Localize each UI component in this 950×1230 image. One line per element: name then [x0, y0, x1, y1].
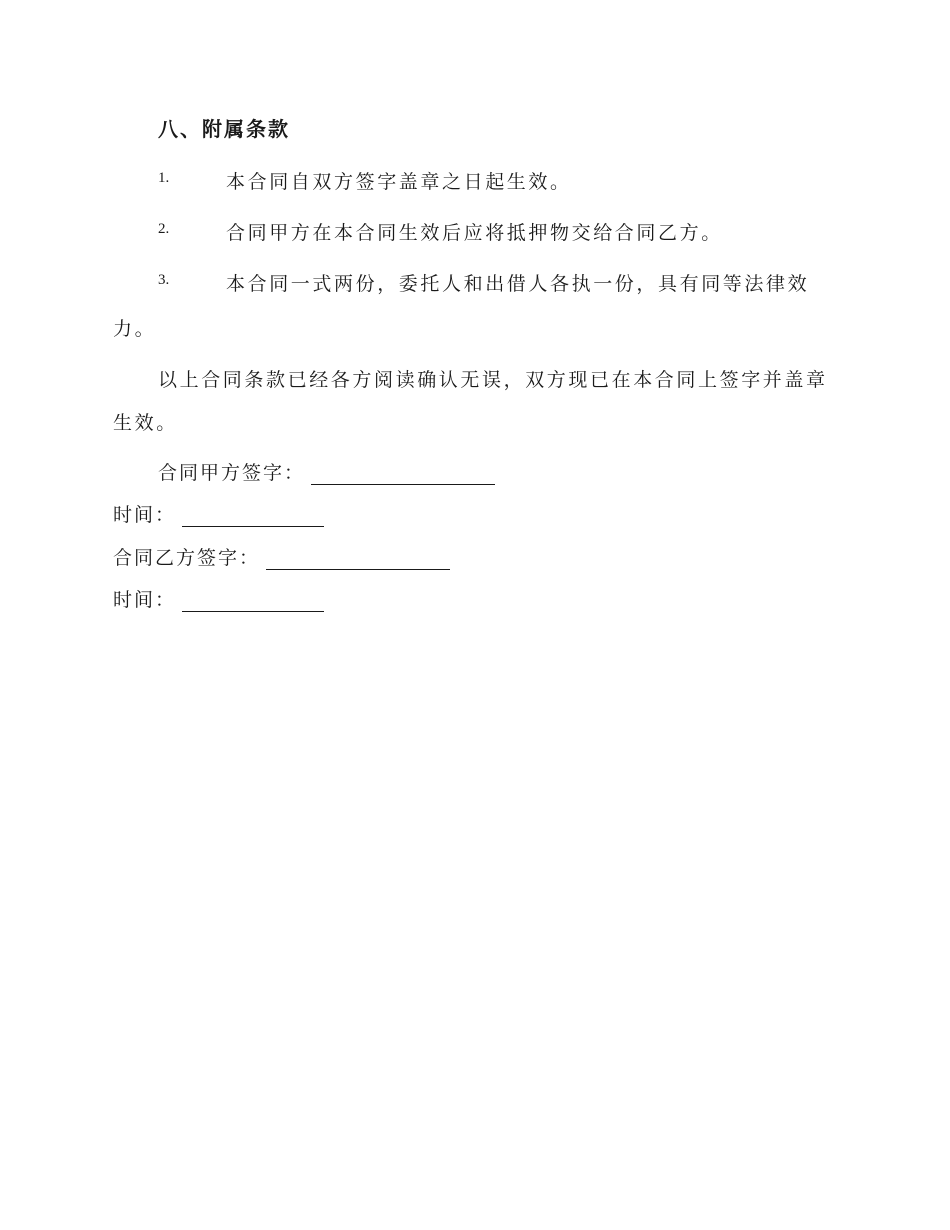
party-b-signature-row [113, 543, 450, 570]
item-text-3-continuation: 力。 [113, 318, 157, 340]
item-number-3: 3. [158, 272, 170, 288]
party-b-signature-field[interactable] [266, 551, 450, 570]
item-number-1: 1. [158, 170, 170, 186]
item-text-2: 合同甲方在本合同生效后应将抵押物交给合同乙方。 [226, 222, 723, 244]
closing-statement-line-1: 以上合同条款已经各方阅读确认无误，双方现已在本合同上签字并盖章 [158, 369, 828, 391]
party-a-time-field[interactable] [182, 508, 324, 527]
party-a-time-label: 时间： [113, 504, 177, 526]
item-number-2: 2. [158, 221, 170, 237]
item-text-1: 本合同自双方签字盖章之日起生效。 [226, 171, 572, 193]
party-a-signature-field[interactable] [311, 466, 495, 485]
closing-statement-line-2: 生效。 [113, 412, 178, 434]
party-a-signature-label: 合同甲方签字： [158, 462, 306, 484]
party-b-time-row [113, 585, 324, 612]
item-text-3: 本合同一式两份，委托人和出借人各执一份，具有同等法律效 [226, 273, 810, 295]
party-a-time-row [113, 500, 324, 527]
section-heading: 八、附属条款 [158, 117, 290, 141]
party-b-signature-label: 合同乙方签字： [113, 547, 261, 569]
party-b-time-field[interactable] [182, 593, 324, 612]
party-b-time-label: 时间： [113, 589, 177, 611]
party-a-signature-row [158, 458, 495, 485]
